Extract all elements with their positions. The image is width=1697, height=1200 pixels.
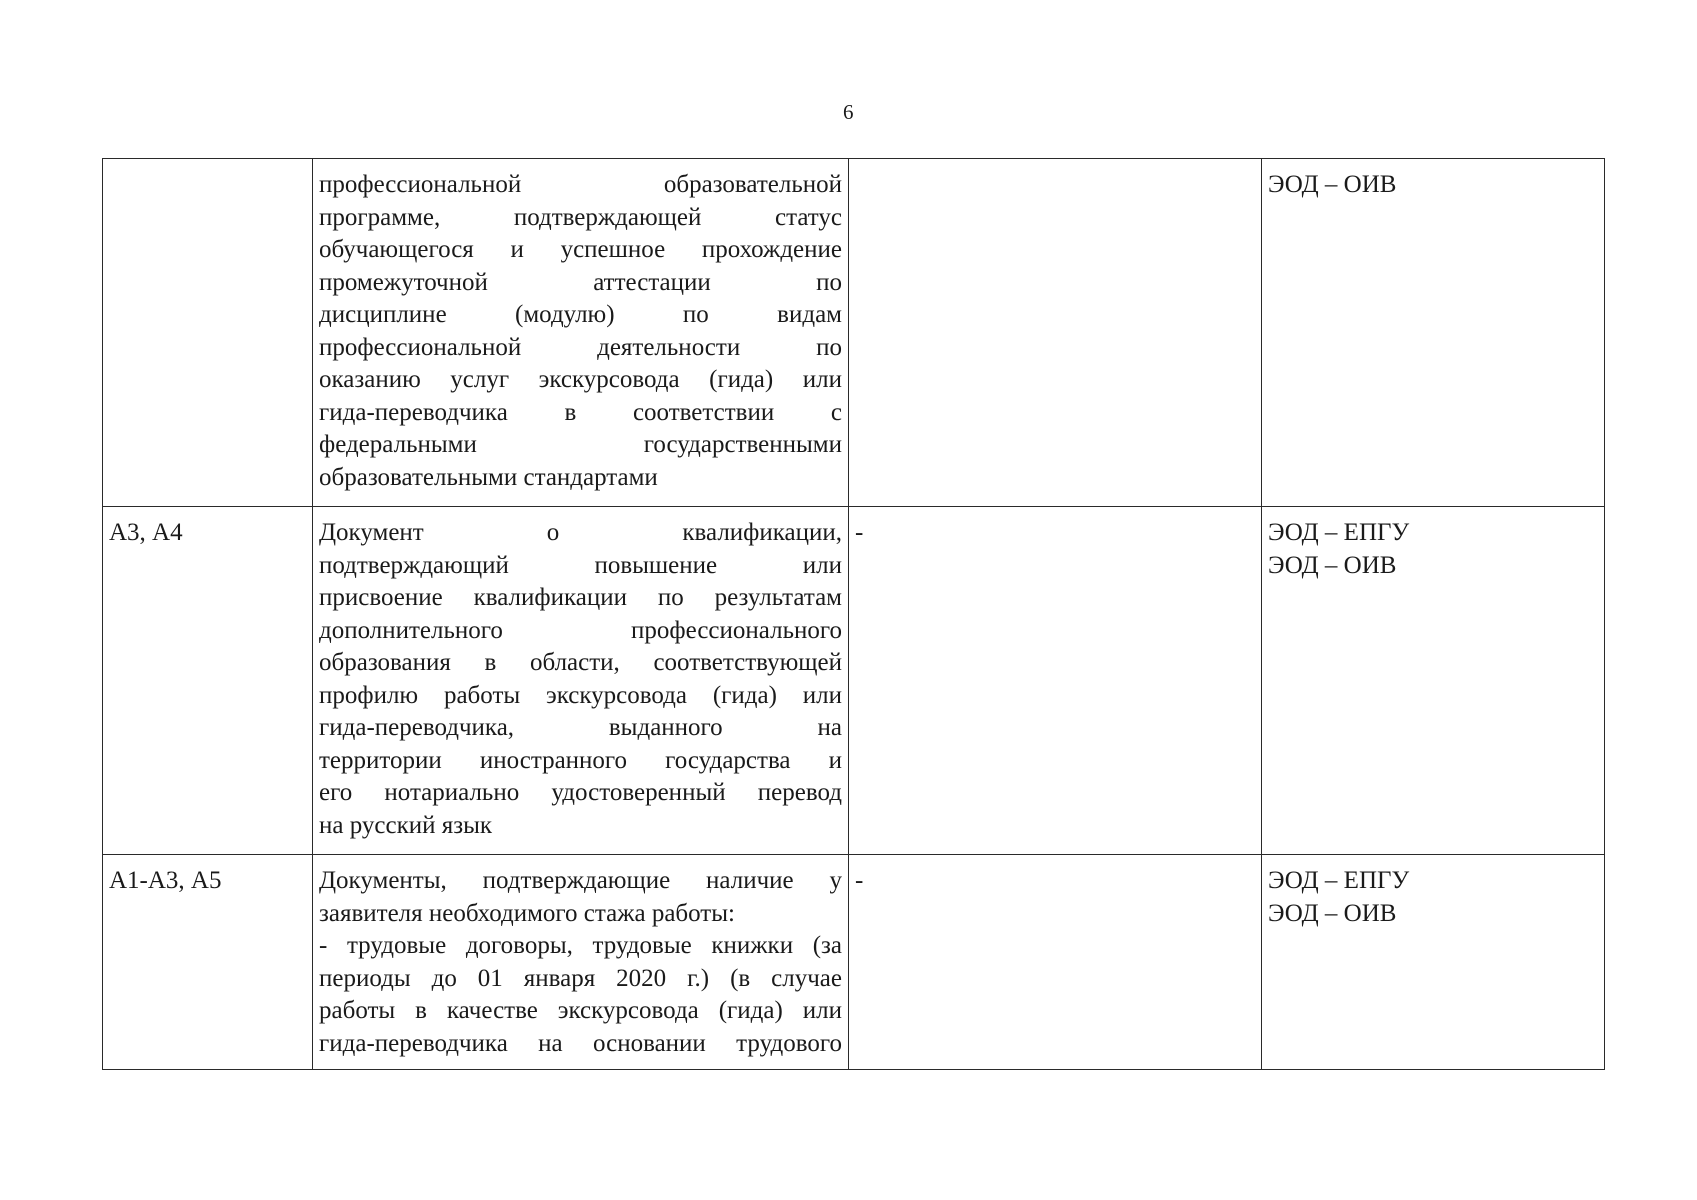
document-text-line: на русский язык [319, 811, 493, 839]
document-text-line: профессиональной деятельности по [319, 333, 842, 361]
document-text-line: Документы, подтверждающие наличие у [319, 867, 842, 894]
document-text-line: образования в области, соответствующей [319, 649, 842, 676]
document-text-line: промежуточной аттестации по [319, 268, 842, 296]
document-text-line: профилю работы экскурсовода (гида) или [319, 681, 842, 709]
document-text-line: гида-переводчика на основании трудового [319, 1029, 842, 1057]
document-text-line: присвоение квалификации по результатам [319, 584, 842, 611]
row-submission-method-cell [1262, 159, 1605, 507]
submission-method: ЭОД – ОИВ [1268, 899, 1397, 927]
table-row [103, 507, 1605, 855]
document-text-line: гида-переводчика в соответствии с [319, 398, 842, 426]
document-text-line: федеральными государственными [319, 431, 842, 458]
document-text-line: территории иностранного государства и [319, 746, 842, 774]
documents-table [102, 158, 1605, 1070]
document-text-line: периоды до 01 января 2020 г.) (в случае [319, 964, 842, 992]
document-text-line: профессиональной образовательной [319, 171, 842, 198]
document-text-line: подтверждающий повышение или [319, 551, 842, 579]
row-submission-method-cell [1262, 855, 1605, 1070]
row-note-cell: - [849, 855, 1262, 1070]
row-document-cell [313, 159, 849, 507]
document-text-line: Документ о квалификации, [319, 519, 842, 546]
row-code-cell: А1-А3, А5 [103, 855, 313, 1070]
submission-method: ЭОД – ОИВ [1268, 551, 1397, 579]
row-code-cell: А3, А4 [103, 507, 313, 855]
document-text-line: дисциплине (модулю) по видам [319, 301, 842, 328]
document-text-line: - трудовые договоры, трудовые книжки (за [319, 932, 842, 959]
row-code-cell [103, 159, 313, 507]
document-text-line: программе, подтверждающей статус [319, 203, 842, 231]
submission-method: ЭОД – ОИВ [1268, 171, 1397, 198]
document-text-line: обучающегося и успешное прохождение [319, 236, 842, 263]
document-text-line: гида-переводчика, выданного на [319, 714, 842, 741]
page-number: 6 [843, 100, 854, 124]
document-text-line: заявителя необходимого стажа работы: [319, 899, 735, 927]
row-document-cell [313, 507, 849, 855]
row-note-cell [849, 159, 1262, 507]
row-note-cell: - [849, 507, 1262, 855]
document-text-line: его нотариально удостоверенный перевод [319, 779, 842, 806]
document-text-line: работы в качестве экскурсовода (гида) или [319, 997, 842, 1024]
document-text-line: образовательными стандартами [319, 463, 658, 491]
submission-method: ЭОД – ЕПГУ [1268, 519, 1410, 546]
document-text-line: дополнительного профессионального [319, 616, 842, 644]
table-row [103, 855, 1605, 1070]
document-text-line: оказанию услуг экскурсовода (гида) или [319, 366, 842, 393]
row-document-cell [313, 855, 849, 1070]
submission-method: ЭОД – ЕПГУ [1268, 867, 1410, 894]
row-submission-method-cell [1262, 507, 1605, 855]
table-row [103, 159, 1605, 507]
